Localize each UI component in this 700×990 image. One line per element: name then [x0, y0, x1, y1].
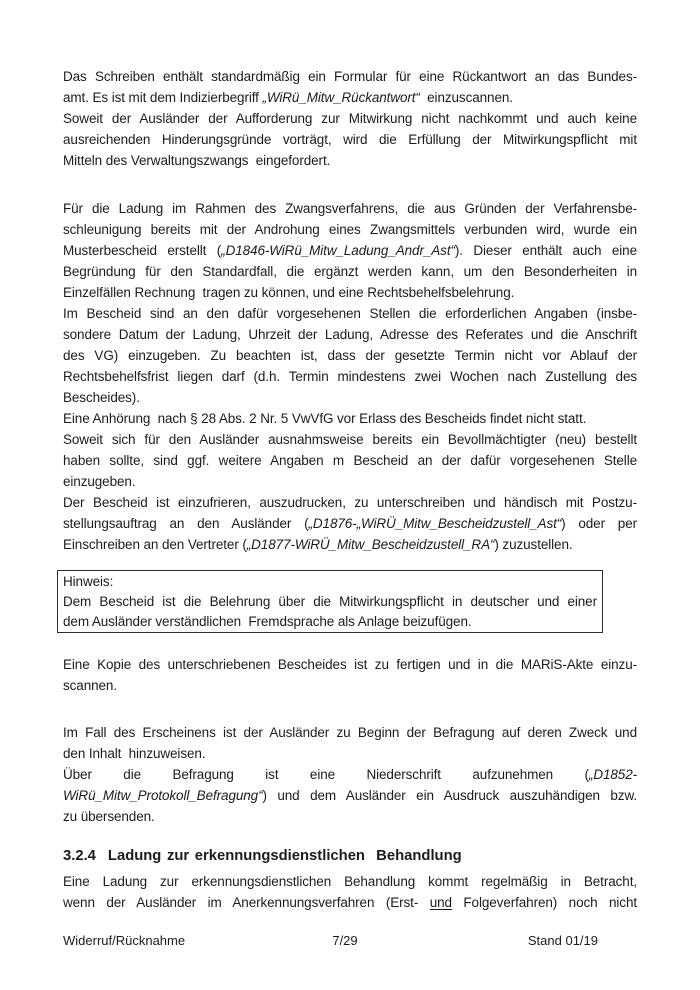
text-segment: Rechtsbehelfsfrist liegen darf (d.h. Termin mindestens zwei Wochen nach Zustellung des	[63, 369, 637, 384]
paragraph	[63, 871, 637, 913]
text-segment: Hinweis:	[63, 574, 114, 589]
text-segment: Soweit sich für den Ausländer ausnahmsweise bereits ein Bevollmächtigter (neu) bestellt	[63, 432, 637, 447]
text-line	[63, 785, 637, 806]
paragraph	[63, 722, 637, 827]
text-line	[63, 654, 637, 675]
italic-index-term: „WiRü_Mitw_Rückantwort“	[262, 90, 420, 105]
text-line	[63, 743, 637, 764]
hint-box	[57, 570, 603, 633]
paragraph	[63, 198, 637, 555]
footer-document-title: Widerruf/Rücknahme	[63, 933, 186, 948]
text-segment: ) zuzustellen.	[494, 537, 573, 552]
footer-page-number: 7/29	[332, 933, 358, 948]
text-line	[63, 513, 637, 534]
section-heading	[63, 846, 637, 867]
text-segment: den Inhalt hinzuweisen.	[63, 746, 206, 761]
text-line	[63, 87, 637, 108]
underlined-word: und	[429, 895, 452, 910]
text-segment: Einschreiben an den Vertreter (	[63, 537, 247, 552]
text-line	[63, 892, 637, 913]
text-line	[63, 129, 637, 150]
text-segment: Über die Befragung ist eine Niederschrift aufzunehmen (	[63, 767, 589, 782]
text-line	[63, 612, 597, 632]
text-line	[63, 150, 637, 171]
text-segment: des VG) einzugeben. Zu beachten ist, dass der gesetzte Termin nicht vor Ablauf der	[63, 348, 637, 363]
text-line	[63, 66, 637, 87]
paragraph	[63, 654, 637, 696]
text-line	[63, 764, 637, 785]
text-line	[63, 303, 637, 324]
text-segment: einzuscannen.	[419, 90, 513, 105]
text-segment: Im Bescheid sind an den dafür vorgesehenen Stellen die erforderlichen Angaben (insbe-	[63, 306, 637, 321]
text-line	[63, 534, 637, 555]
text-line	[63, 722, 637, 743]
section-title: Ladung zur erkennungsdienstlichen Behandlung	[107, 848, 462, 864]
text-segment: ) oder per	[561, 516, 637, 531]
text-segment: ). Dieser enthält auch eine	[454, 243, 637, 258]
text-segment: Eine Anhörung nach § 28 Abs. 2 Nr. 5 VwVfG vor Erlass des Bescheids findet nicht statt.	[63, 411, 587, 426]
text-line	[63, 366, 637, 387]
italic-index-term: „D1852-	[588, 767, 637, 782]
italic-index-term: „D1846-WiRü_Mitw_Ladung_Andr_Ast“	[221, 243, 455, 258]
page-footer	[0, 930, 700, 951]
text-line	[63, 450, 637, 471]
text-line	[63, 240, 637, 261]
text-line	[63, 675, 637, 696]
text-segment: wenn der Ausländer im Anerkennungsverfahren (Erst-	[63, 895, 430, 910]
footer-version-stamp: Stand 01/19	[527, 933, 598, 948]
text-segment: Eine Ladung zur erkennungsdienstlichen Behandlung kommt regelmäßig in Betracht,	[63, 874, 637, 889]
text-segment: Folgeverfahren) noch nicht	[451, 895, 637, 910]
text-segment: Der Bescheid ist einzufrieren, auszudrucken, zu unterschreiben und händisch mit Postzu-	[63, 495, 637, 510]
text-line	[63, 871, 637, 892]
text-line	[63, 408, 637, 429]
text-segment: Eine Kopie des unterschriebenen Bescheides ist zu fertigen und in die MARiS-Akte einzu-	[63, 657, 637, 672]
text-segment: Bescheides).	[63, 390, 140, 405]
section-number: 3.2.4	[63, 848, 96, 864]
text-segment: scannen.	[63, 678, 117, 693]
text-line	[63, 492, 637, 513]
text-line	[63, 471, 637, 492]
text-segment: Mitteln des Verwaltungszwangs eingefordert.	[63, 153, 331, 168]
italic-index-term: „D1876-„WiRÜ_Mitw_Bescheidzustell_Ast“	[308, 516, 562, 531]
text-line	[63, 429, 637, 450]
text-line	[63, 198, 637, 219]
text-segment: amt. Es ist mit dem Indizierbegriff	[63, 90, 263, 105]
text-segment: ausreichenden Hinderungsgründe vorträgt, wird die Erfüllung der Mitwirkungspflicht mit	[63, 132, 637, 147]
document-body	[63, 66, 637, 913]
text-segment: einzugeben.	[63, 474, 136, 489]
text-line	[63, 219, 637, 240]
text-segment: Musterbescheid erstellt (	[63, 243, 222, 258]
text-segment: Dem Bescheid ist die Belehrung über die Mitwirkungspflicht in deutscher und einer	[63, 594, 597, 609]
text-segment: Begründung für den Standardfall, die ergänzt werden kann, um den Besonderheiten in	[63, 264, 637, 279]
text-line	[63, 261, 637, 282]
text-segment: Im Fall des Erscheinens ist der Ausländer zu Beginn der Befragung auf deren Zweck und	[63, 725, 637, 740]
text-segment: sondere Datum der Ladung, Uhrzeit der Ladung, Adresse des Referates und die Anschrift	[63, 327, 637, 342]
text-segment: Soweit der Ausländer der Aufforderung zur Mitwirkung nicht nachkommt und auch keine	[63, 111, 637, 126]
text-segment: stellungsauftrag an den Ausländer (	[63, 516, 309, 531]
text-line	[63, 108, 637, 129]
text-line	[63, 592, 597, 612]
paragraph	[63, 66, 637, 171]
text-segment: schleunigung bereits mit der Androhung eines Zwangsmittels verbunden wird, wurde ein	[63, 222, 637, 237]
text-segment: Das Schreiben enthält standardmäßig ein Formular für eine Rückantwort an das Bundes-	[63, 69, 637, 84]
text-line	[63, 345, 637, 366]
text-segment: Einzelfällen Rechnung tragen zu können, und eine Rechtsbehelfsbelehrung.	[63, 285, 515, 300]
text-segment: ) und dem Ausländer ein Ausdruck auszuhändigen bzw.	[262, 788, 637, 803]
text-segment: dem Ausländer verständlichen Fremdsprache als Anlage beizufügen.	[63, 614, 472, 629]
text-line	[63, 806, 637, 827]
text-segment: haben sollte, sind ggf. weitere Angaben m Bescheid an der dafür vorgesehenen Stelle	[63, 453, 637, 468]
text-line	[63, 572, 597, 592]
text-line	[63, 282, 637, 303]
italic-index-term: „D1877-WiRÜ_Mitw_Bescheidzustell_RA“	[246, 537, 495, 552]
text-line	[63, 387, 637, 408]
text-segment: Für die Ladung im Rahmen des Zwangsverfahrens, die aus Gründen der Verfahrensbe-	[63, 201, 637, 216]
text-line	[63, 324, 637, 345]
italic-index-term: WiRü_Mitw_Protokoll_Befragung“	[63, 788, 263, 803]
text-segment: zu übersenden.	[63, 809, 155, 824]
